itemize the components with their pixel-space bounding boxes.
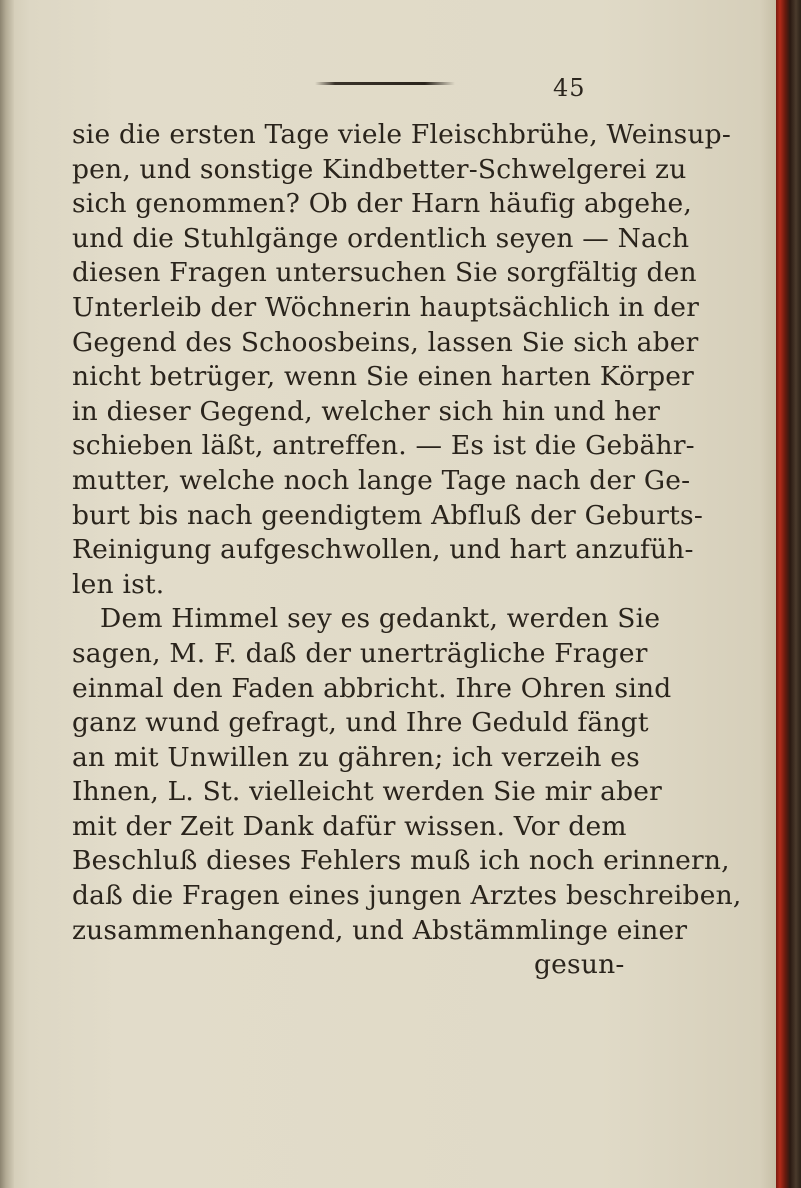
body-text: [72, 118, 752, 983]
text-line: Reinigung aufgeschwollen, und hart anzufüh-: [72, 534, 694, 566]
text-line: Unterleib der Wöchnerin hauptsächlich in der: [72, 291, 700, 323]
book-spine-edge: [776, 0, 801, 1188]
catchword: gesun-: [534, 949, 625, 981]
text-line: einmal den Faden abbricht. Ihre Ohren sind: [72, 672, 672, 704]
text-line: sagen, M. F. daß der unerträgliche Frager: [72, 637, 648, 669]
text-line: Beschluß dieses Fehlers muß ich noch erinnern,: [72, 845, 730, 877]
text-line: und die Stuhlgänge ordentlich seyen — Nach: [72, 222, 690, 254]
text-line: mutter, welche noch lange Tage nach der Ge-: [72, 464, 691, 496]
text-line: mit der Zeit Dank dafür wissen. Vor dem: [72, 810, 627, 842]
text-line: Gegend des Schoosbeins, lassen Sie sich aber: [72, 326, 699, 358]
text-line: burt bis nach geendigtem Abfluß der Geburts-: [72, 499, 703, 531]
text-line: Ihnen, L. St. vielleicht werden Sie mir aber: [72, 776, 663, 808]
text-line: sich genommen? Ob der Harn häufig abgehe,: [72, 188, 693, 220]
text-line: zusammenhangend, und Abstämmlinge einer: [72, 914, 688, 946]
text-line: in dieser Gegend, welcher sich hin und her: [72, 395, 661, 427]
text-line: sie die ersten Tage viele Fleischbrühe, Weinsup-: [72, 119, 732, 150]
text-line: an mit Unwillen zu gähren; ich verzeih es: [72, 741, 640, 773]
page-gutter-shadow: [0, 0, 14, 1188]
text-line: daß die Fragen eines jungen Arztes beschreiben,: [72, 880, 742, 912]
text-line: len ist.: [72, 568, 165, 600]
text-line: pen, und sonstige Kindbetter-Schwelgerei zu: [72, 153, 687, 185]
page-number: 45: [553, 74, 586, 102]
paragraph-start-line: Dem Himmel sey es gedankt, werden Sie: [100, 603, 661, 635]
text-line: nicht betrüger, wenn Sie einen harten Körper: [72, 361, 695, 393]
text-line: schieben läßt, antreffen. — Es ist die Gebähr-: [72, 430, 695, 462]
text-line: ganz wund gefragt, und Ihre Geduld fängt: [72, 707, 649, 739]
text-line: diesen Fragen untersuchen Sie sorgfältig den: [72, 257, 697, 289]
header-rule: [315, 82, 455, 85]
